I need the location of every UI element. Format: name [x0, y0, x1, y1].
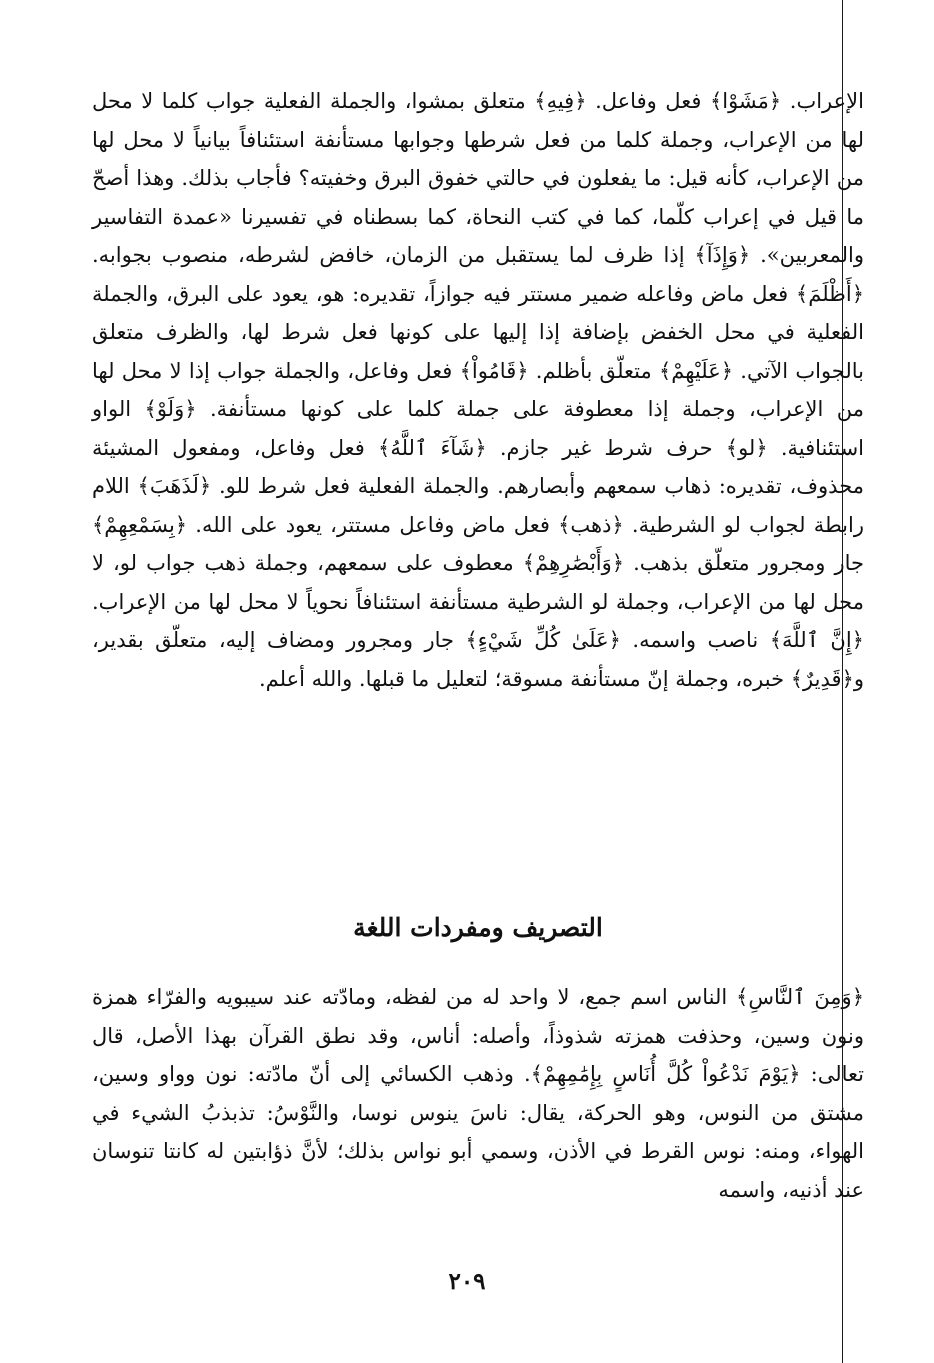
- irab-paragraph: [92, 82, 864, 698]
- page-number: ٢٠٩: [448, 1268, 486, 1295]
- section-heading: التصريف ومفردات اللغة: [353, 913, 603, 942]
- paragraph-text: ﴿وَمِنَ ٱلنَّاسِ﴾ الناس اسم جمع، لا واحد له من لفظه، ومادّته عند سيبويه والفرّاء همزة ونون وسين، وحذفت همزته شذوذاً، وأصله: أناس، وقد نطق القرآن بهذا الأصل، قال تعالى: ﴿يَوْمَ نَدْعُواْ كُلَّ أُنَاسٍ بِإِمَٰمِهِمْ﴾. وذهب الكسائي إلى أنّ مادّته: نون وواو وسين، مشتق من النوس، وهو الحركة، يقال: ناسَ ينوس نوسا، والنَّوْسُ: تذبذبُ الشيء في الهواء، ومنه: نوس القرط في الأذن، وسمي أبو نواس بذلك؛ لأنَّ ذؤابتين له كانتا تنوسان عند أذنيه، واسمه: [92, 985, 864, 1202]
- paragraph-text: الإعراب. ﴿مَشَوْا﴾ فعل وفاعل. ﴿فِيهِ﴾ متعلق بمشوا، والجملة الفعلية جواب كلما لا محل لها من الإعراب، وجملة كلما من فعل شرطها وجوابها مستأنفة استئنافاً بيانياً لا محل لها من الإعراب، كأنه قيل: ما يفعلون في حالتي خفوق البرق وخفيته؟ فأجاب بذلك. وهذا أصحّ ما قيل في إعراب كلّما، كما في كتب النحاة، كما بسطناه في تفسيرنا «عمدة التفاسير والمعربين». ﴿وَإِذَآ﴾ إذا ظرف لما يستقبل من الزمان، خافض لشرطه، منصوب بجوابه. ﴿أَظْلَمَ﴾ فعل ماض وفاعله ضمير مستتر فيه جوازاً، تقديره: هو، يعود على البرق، والجملة الفعلية في محل الخفض بإضافة إذا إليها على كونها فعل شرط لها، والظرف متعلق بالجواب الآتي. ﴿عَلَيْهِمْ﴾ متعلّق بأظلم. ﴿قَامُواْ﴾ فعل وفاعل، والجملة جواب إذا لا محل لها من الإعراب، وجملة إذا معطوفة على جملة كلما على كونها مستأنفة. ﴿وَلَوْ﴾ الواو استئنافية. ﴿لو﴾ حرف شرط غير جازم. ﴿شَآءَ ٱللَّهُ﴾ فعل وفاعل، ومفعول المشيئة محذوف، تقديره: ذهاب سمعهم وأبصارهم. والجملة الفعلية فعل شرط للو. ﴿لَذَهَبَ﴾ اللام رابطة لجواب لو الشرطية. ﴿ذهب﴾ فعل ماض وفاعل مستتر، يعود على الله. ﴿بِسَمْعِهِمْ﴾ جار ومجرور متعلّق بذهب. ﴿وَأَبْصَٰرِهِمْ﴾ معطوف على سمعهم، وجملة ذهب جواب لو، لا محل لها من الإعراب، وجملة لو الشرطية مستأنفة استئنافاً نحوياً لا محل لها من الإعراب. ﴿إِنَّ ٱللَّهَ﴾ ناصب واسمه. ﴿عَلَىٰ كُلِّ شَيْءٍ﴾ جار ومجرور ومضاف إليه، متعلّق بقدير، و﴿قَدِيرٌ﴾ خبره، وجملة إنّ مستأنفة مسوقة؛ لتعليل ما قبلها. والله أعلم.: [92, 89, 864, 691]
- tasrif-paragraph: [92, 978, 864, 1209]
